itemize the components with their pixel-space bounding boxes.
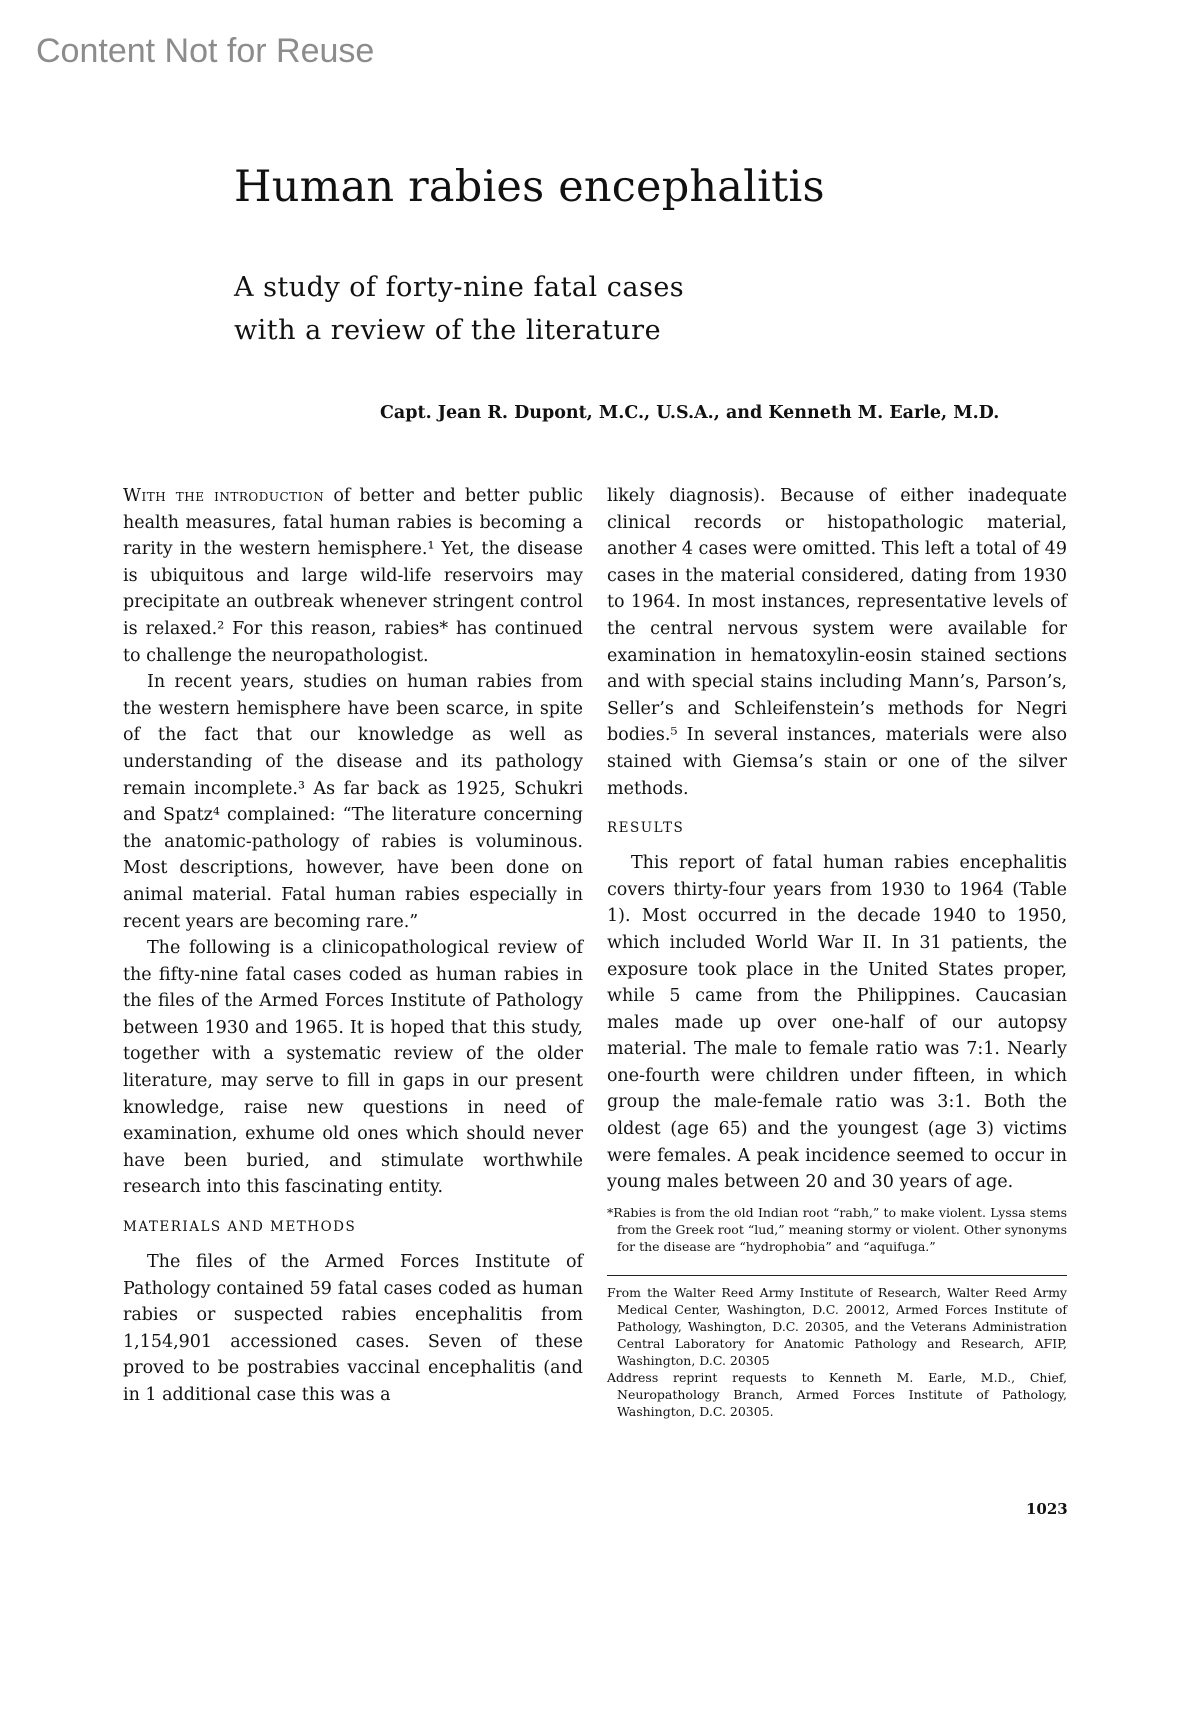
intro-text: of better and better public health measures, fatal human rabies is becoming a rarity in the western hemisphere.¹ Yet, the disease is ubiquitous and large wild-life reservoirs may precipitate an outbreak whenever stringent control is relaxed.² For this reason, rabies* has continued to challenge the neuropathologist.	[123, 486, 583, 666]
paragraph-literature: In recent years, studies on human rabies from the western hemisphere have been scarce, in spite of the fact that our knowledge as well as understanding of the disease and its pathology remain incomplete.³ As far back as 1925, Schukri and Spatz⁴ complained: “The literature concerning the anatomic-pathology of rabies is voluminous. Most descriptions, however, have been done on animal material. Fatal human rabies especially in recent years are becoming rare.”	[123, 672, 583, 932]
author-byline: Capt. Jean R. Dupont, M.C., U.S.A., and Kenneth M. Earle, M.D.	[380, 403, 1000, 423]
subtitle-line-2: with a review of the literature	[234, 315, 662, 346]
affiliation-note: From the Walter Reed Army Institute of Research, Walter Reed Army Medical Center, Washington, D.C. 20012, Armed Forces Institute of Pathology, Washington, D.C. 20305, and the Veterans Administration Central Laboratory for Anatomic Pathology and Research, AFIP, Washington, D.C. 20305	[607, 1284, 1067, 1368]
page-number: 1023	[1026, 1500, 1068, 1518]
section-heading-results: RESULTS	[607, 820, 685, 837]
paragraph-results: This report of fatal human rabies encephalitis covers thirty-four years from 1930 to 1964 (Table 1). Most occurred in the decade 1940 to 1950, which included World War II. In 31 patients, the exposure took place in the United States proper, while 5 came from the Philippines. Caucasian males made up over one-half of our autopsy material. The male to female ratio was 7:1. Nearly one-fourth were children under fifteen, in which group the male-female ratio was 3:1. Both the oldest (age 65) and the youngest (age 3) victims were females. A peak incidence seemed to occur in young males between 20 and 30 years of age.	[607, 853, 1067, 1193]
subtitle-line-1: A study of forty-nine fatal cases	[234, 272, 685, 303]
reprint-note: Address reprint requests to Kenneth M. Earle, M.D., Chief, Neuropathology Branch, Armed Forces Institute of Pathology, Washington, D.C. 20305.	[607, 1369, 1067, 1419]
paragraph-methods-continued: likely diagnosis). Because of either inadequate clinical records or histopathologic material, another 4 cases were omitted. This left a total of 49 cases in the material considered, dating from 1930 to 1964. In most instances, representative levels of the central nervous system were available for examination in hematoxylin-eosin stained sections and with special stains including Mann’s, Parson’s, Seller’s and Schleifenstein’s methods for Negri bodies.⁵ In several instances, materials were also stained with Giemsa’s stain or one of the silver methods.	[607, 486, 1067, 799]
footnote-rabies-etymology: *Rabies is from the old Indian root “rabh,” to make violent. Lyssa stems from the Greek root “lud,” meaning stormy or violent. Other synonyms for the disease are “hydrophobia” and “aquifuga.”	[607, 1204, 1067, 1254]
left-column	[123, 483, 583, 1409]
intro-paragraph	[123, 483, 583, 669]
watermark: Content Not for Reuse	[36, 32, 375, 70]
paragraph-study-aim: The following is a clinicopathological review of the fifty-nine fatal cases coded as human rabies in the files of the Armed Forces Institute of Pathology between 1930 and 1965. It is hoped that this study, together with a systematic review of the older literature, may serve to fill in gaps in our present knowledge, raise new questions in need of examination, exhume old ones which should never have been buried, and stimulate worthwhile research into this fascinating entity.	[123, 938, 583, 1198]
intro-lead-in: With the introduction	[123, 486, 325, 506]
article-title: Human rabies encephalitis	[234, 162, 825, 212]
section-heading-methods: MATERIALS AND METHODS	[123, 1219, 357, 1236]
paragraph-methods: The files of the Armed Forces Institute of Pathology contained 59 fatal cases coded as human rabies or suspected rabies encephalitis from 1,154,901 accessioned cases. Seven of these proved to be postrabies vaccinal encephalitis (and in 1 additional case this was a	[123, 1252, 583, 1405]
footnote-divider	[607, 1275, 1067, 1276]
article-subtitle	[234, 266, 684, 352]
right-column	[607, 483, 1067, 1420]
